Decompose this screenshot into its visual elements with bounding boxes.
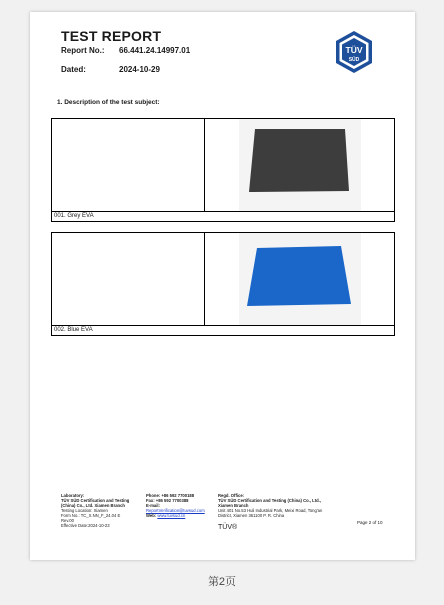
sample-box-2 [51,232,395,336]
web-link[interactable]: www.tuvsud.cn [157,513,186,518]
sample-caption: 001. Grey EVA [52,211,394,221]
email-link[interactable]: ReportVerification@tuvsud.com [146,508,205,513]
dated-label: Dated: [61,65,86,74]
sample-photo-cell [205,233,394,325]
tuv-sud-logo [332,30,376,74]
viewer-page-label: 第2页 [207,576,237,588]
footer-regd-office: Regd. Office: TÜV SÜD Certification and Testing (China) Co., Ltd., Xiamen Branch Unit 401 No.53 Huli Industrial Park, Meixi Road, Tong'an District, Xiamen 361100 P. R. China [218,493,323,518]
blue-eva-sheet [239,233,361,325]
report-no-label: Report No.: [61,46,105,55]
report-no-value: 66.441.24.14997.01 [119,46,191,55]
section-title: 1. Description of the test subject: [57,99,160,106]
sample-photo-cell [205,119,394,211]
grey-eva-sheet [239,119,361,211]
sample-description-cell [52,233,205,325]
tuv-mark: TÜV® [218,524,238,531]
report-page [30,12,415,560]
page-number: Page 2 of 10 [357,520,383,525]
report-title: TEST REPORT [61,28,162,44]
sample-caption: 002. Blue EVA [52,325,394,335]
footer-contact: Phone: +86 592 7700188 Fax: +86 592 7700388 E-mail: ReportVerification@tuvsud.com Web: www.tuvsud.cn [146,493,205,518]
sample-photo [239,119,361,211]
sample-box-1 [51,118,395,222]
sample-photo [239,233,361,325]
logo-text-top: TÜV [345,45,363,55]
logo-text-bottom: SÜD [348,57,360,63]
sample-description-cell [52,119,205,211]
footer-lab: Laboratory: TÜV SÜD Certification and Testing (China) Co., Ltd. Xiamen Branch Testing Location: Xiamen Form No.: TC_X.NN_F_24.04 E Rev.00 Effective Date:2024-10-23 [61,493,130,528]
dated-value: 2024-10-29 [119,65,160,74]
